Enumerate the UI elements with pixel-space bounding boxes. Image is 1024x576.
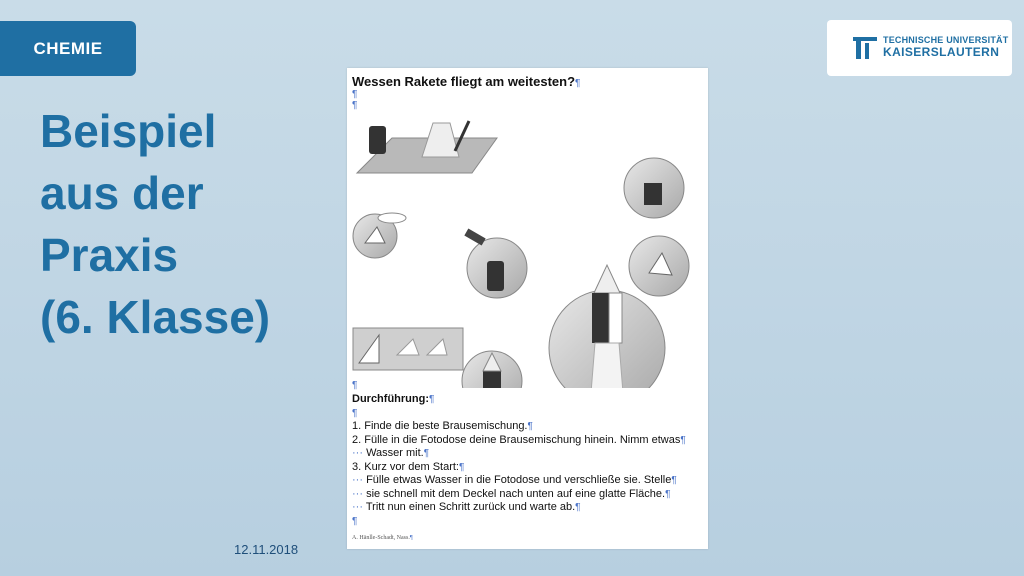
pilcrow-mark: ¶ [352,407,358,419]
step-item: 2. Fülle in die Fotodose deine Brausemischung hinein. Nimm etwas¶ [352,433,686,446]
rocket-illustrations [347,103,708,388]
step-item: 3. Kurz vor dem Start:¶ [352,460,465,473]
logo-line2: KAISERSLAUTERN [883,45,1000,60]
slide-date: 12.11.2018 [234,542,299,557]
step-item: ··· Fülle etwas Wasser in die Fotodose und verschließe sie. Stelle¶ [352,474,677,486]
title-line: (6. Klasse) [40,291,271,343]
author-footer: A. Hänlle-Schadt, Nass.¶ [352,535,413,541]
procedure-list [352,393,708,528]
worksheet-heading: Wessen Rakete fliegt am weitesten?¶ [352,74,581,89]
pilcrow-mark: ¶ [352,100,358,111]
pilcrow-mark: ¶ [352,515,358,527]
title-line: Beispiel [40,105,217,157]
pilcrow-mark: ¶ [352,380,358,391]
subject-tag: CHEMIE [0,21,136,76]
step-item: ··· sie schnell mit dem Deckel nach unten auf eine glatte Fläche.¶ [352,487,671,500]
section-heading: Durchführung:¶ [352,393,435,405]
step-item: ··· Wasser mit.¶ [352,447,430,459]
title-line: Praxis [40,229,179,281]
title-line: aus der [40,167,204,219]
university-logo [827,20,1012,76]
step-item: 1. Finde die beste Brausemischung.¶ [352,420,533,432]
slide-title [40,100,270,348]
pilcrow-mark: ¶ [352,89,358,100]
workspace-illustration [357,121,497,173]
tu-logo-icon [853,35,877,61]
step-item: ··· Tritt nun einen Schritt zurück und warte ab.¶ [352,501,581,513]
logo-line1: TECHNISCHE UNIVERSITÄT [883,35,1009,46]
worksheet-document [347,68,708,549]
